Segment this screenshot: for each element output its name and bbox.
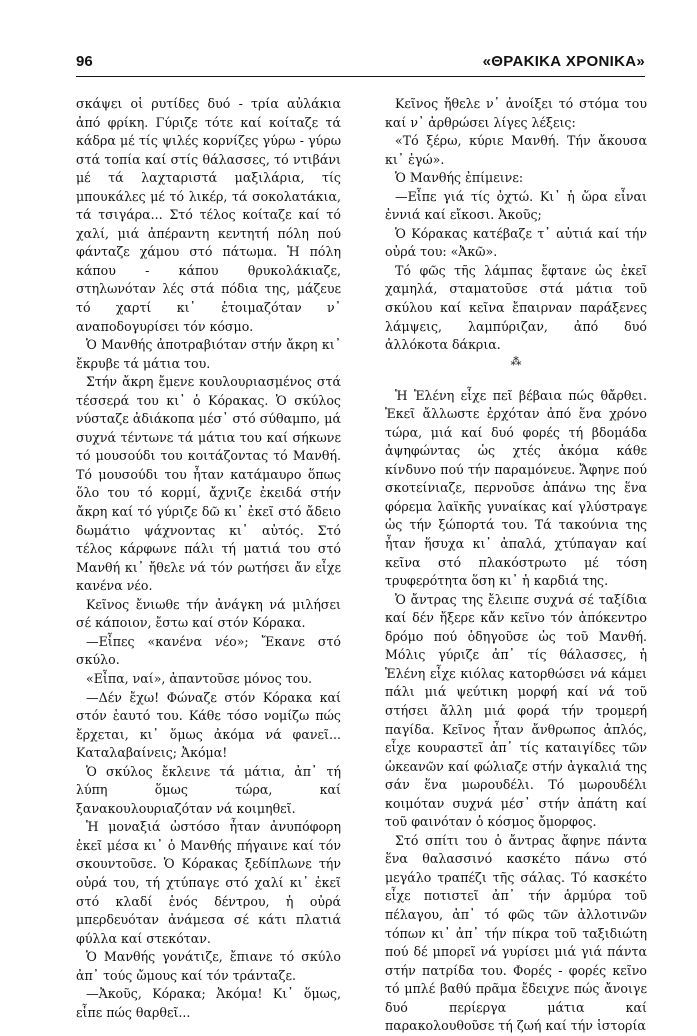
paragraph: Ἡ Ἑλένη εἶχε πεῖ βέβαια πώς θἄρθει. Ἐκεῖ ἄλλωστε ἐρχόταν ἀπό ἕνα χρόνο τώρα, μιά καί δυό φορές τή βδομάδα ἀψηφώντας ὡς χτές ἀκόμα κάθε κίνδυνο πού τήν παραμόνευε. Ἄφηνε πού σκοτείνιαζε, περνοῦσε ἀπάνω της ἕνα φόρεμα λαϊκῆς γυναίκας καί γλύστραγε ὡς τήν ξώπορτά του. Τά τακούνια της ἦταν ἥσυχα κι᾿ ἀπαλά, χτύπαγαν καί κεῖνα στό πλακόστρωτο μέ τόση τρυφερότητα ὅση κι᾿ ἡ καρδιά της. [385, 387, 647, 589]
paragraph: «Εἶπα, ναί», ἀπαντοῦσε μόνος του. [86, 670, 312, 686]
paragraph: Ὁ σκύλος ἔκλεινε τά μάτια, ἀπ᾿ τή λύπη ὅμως τώρα, καί ξανακουλουριαζόταν νά κοιμηθεῖ. [76, 763, 341, 816]
paragraph: Στήν ἄκρη ἔμενε κουλουριασμένος στά τέσσερά του κι᾿ ὁ Κόρακας. Ὁ σκύλος νύσταζε ἀδιάκοπα μέσ᾿ στό σύθαμπο, μά συχνά τέντωνε τά μάτια του καί σήκωνε τό μουσούδι του κοιτάζοντας τό Μανθή. Τό μουσούδι του ἦταν κατάμαυρο ὅπως ὅλο του τό κορμί, ἄχνιζε ἐκειδά στήν ἄκρη καί τό γύριζε δῶ κι᾿ ἐκεῖ στό ἄδειο δωμάτιο ψάχνοντας κι᾿ αὐτός. Στό τέλος κάρφωνε πάλι τή ματιά του στό Μανθή κι᾿ ἤθελε νά τόν ρωτήσει ἄν εἶχε κανένα νέο. [76, 374, 341, 594]
page-header [76, 50, 645, 77]
left-column [76, 95, 341, 1022]
paragraph: Ὁ ἄντρας της ἔλειπε συχνά σέ ταξίδια καί δέν ἤξερε κἄν κεῖνο τόν ἀπόκεντρο δρόμο πού ὁδηγοῦσε ὡς τοῦ Μανθή. Μόλις γύριζε ἀπ᾿ τίς θάλασσες, ἡ Ἑλένη εἶχε κιόλας κατορθώσει νά κάμει πάλι μιά ψεύτικη μορφή καί νά τοῦ στήσει ἄλλη μιά φορά τήν τρομερή παγίδα. Κεῖνος ἦταν ἄνθρωπος ἁπλός, εἶχε κουραστεῖ ἀπ᾿ τίς καταιγίδες τῶν ὠκεανῶν καί φώλιαζε στήν ἀγκαλιά της σάν ἕνα μωρουδέλι. Τό μωρουδέλι κοιμόταν συχνά μέσ᾿ στήν ἀπάτη καί τοῦ φαινόταν ὁ κόσμος ὄμορφος. [385, 591, 647, 830]
right-column [385, 95, 647, 1036]
paragraph: Ὁ Μανθής γονάτιζε, ἔπιανε τό σκύλο ἀπ᾿ τούς ὤμους καί τόν τράνταζε. [76, 949, 341, 983]
paragraph: —Ἀκοῦς, Κόρακα; Ἀκόμα! Κι᾿ ὅμως, εἶπε πώς θαρθεῖ... [76, 986, 341, 1020]
paragraph: Ὁ Μανθής ἀποτραβιόταν στήν ἄκρη κι᾿ ἔκρυβε τά μάτια του. [76, 337, 341, 371]
paragraph: Ἡ μοναξιά ὡστόσο ἦταν ἀνυπόφορη ἐκεῖ μέσα κι᾿ ὁ Μανθής πήγαινε καί τόν σκουντοῦσε. Ὁ Κόρακας ξεδίπλωνε τήν οὐρά του, τή χτύπαγε στό χαλί κι᾿ ἐκεῖ στό κλαδί ἑνός δέντρου, ἡ οὐρά μπερδευόταν ἀνάμεσα σέ κάτι πλατιά φύλλα καί στεκόταν. [76, 819, 341, 946]
running-title: «ΘΡΑΚΙΚΑ ΧΡΟΝΙΚΑ» [482, 53, 645, 70]
section-break-asterism [385, 355, 647, 387]
paragraph: —Δέν ἔχω! Φώναζε στόν Κόρακα καί στόν ἑαυτό του. Κάθε τόσο νομίζω πώς ἔρχεται, κι᾿ ὅμως ἀκόμα νά φανεῖ... Καταλαβαίνεις; Ἀκόμα! [76, 689, 341, 761]
paragraph: Κεῖνος ἤθελε ν᾿ ἀνοίξει τό στόμα του καί ν᾿ ἀρθρώσει λίγες λέξεις: [385, 96, 647, 130]
paragraph: «Τό ξέρω, κύριε Μανθή. Τήν ἄκουσα κι᾿ ἐγώ». [385, 133, 647, 167]
asterism-glyph: ⁂ [510, 354, 522, 368]
page-number: 96 [76, 53, 93, 70]
paragraph: —Εἶπε γιά τίς ὀχτώ. Κι᾿ ἡ ὥρα εἶναι ἐννιά καί εἴκοσι. Ἀκοῦς; [385, 188, 647, 223]
paragraph: Τό φῶς τῆς λάμπας ἔφτανε ὡς ἐκεῖ χαμηλά, σταματοῦσε στά μάτια τοῦ σκύλου καί κεῖνα ἔπαιρναν παράξενες λάμψεις, λαμπύριζαν, ἀπό δυό ἀλλόκοτα δάκρια. [385, 262, 647, 353]
paragraph: Ὁ Μανθής ἐπίμεινε: [395, 170, 524, 186]
paragraph: Στό σπίτι του ὁ ἄντρας ἄφηνε πάντα ἕνα θαλασσινό κασκέτο πάνω στό μεγάλο τραπέζι τῆς σάλας. Τό κασκέτο εἶχε ποτιστεῖ ἀπ᾿ τήν ἁρμύρα τοῦ πέλαγου, ἀπ᾿ τό φῶς τῶν ἀλλοτινῶν τόπων κι᾿ ἀπ᾿ τήν πίκρα τοῦ ταξιδιώτη πού δέ μπορεῖ νά γυρίσει μιά γιά πάντα στήν πατρίδα του. Φορές - φορές κεῖνο τό μπλέ βαθύ πρᾶμα ἔδειχνε πώς ἄνοιγε δυό περίεργα μάτια καί παρακολουθοῦσε τή ζωή καί τήν ἱστορία [385, 832, 647, 1034]
paragraph: σκάψει οἱ ρυτίδες δυό - τρία αὐλάκια ἀπό φρίκη. Γύριζε τότε καί κοίταζε τά κάδρα μέ τίς ψιλές κορνίζες γύρω - γύρω στά τοπία καί στίς θάλασσες, τό ντιβάνι μέ τά λαχταριστά μαξιλάρια, τίς μπουκάλες μέ τό λικέρ, τά σοκολατάκια, τά τσιγάρα... Στό τέλος κοίταζε καί τό χαλί, μιά ἀπέραντη κεντητή πόλη πού φάνταζε χάμου στό πάτωμα. Ἡ πόλη κάπου - κάπου θρυκολάκιαζε, στηλωνόταν λές στά πόδια της, μάζευε τό χαρτί κι᾿ ἑτοιμαζόταν ν᾿ αναποδογυρίσει τόν κόσμο. [76, 96, 341, 334]
paragraph: Κεῖνος ἔνιωθε τήν ἀνάγκη νά μιλήσει σέ κάποιον, ἔστω καί στόν Κόρακα. [76, 596, 341, 631]
paragraph: Ὁ Κόρακας κατέβαζε τ᾿ αὐτιά καί τήν οὐρά του: «Ἀκῶ». [385, 225, 647, 260]
paragraph: —Εἶπες «κανένα νέο»; Ἔκανε στό σκύλο. [76, 633, 341, 668]
